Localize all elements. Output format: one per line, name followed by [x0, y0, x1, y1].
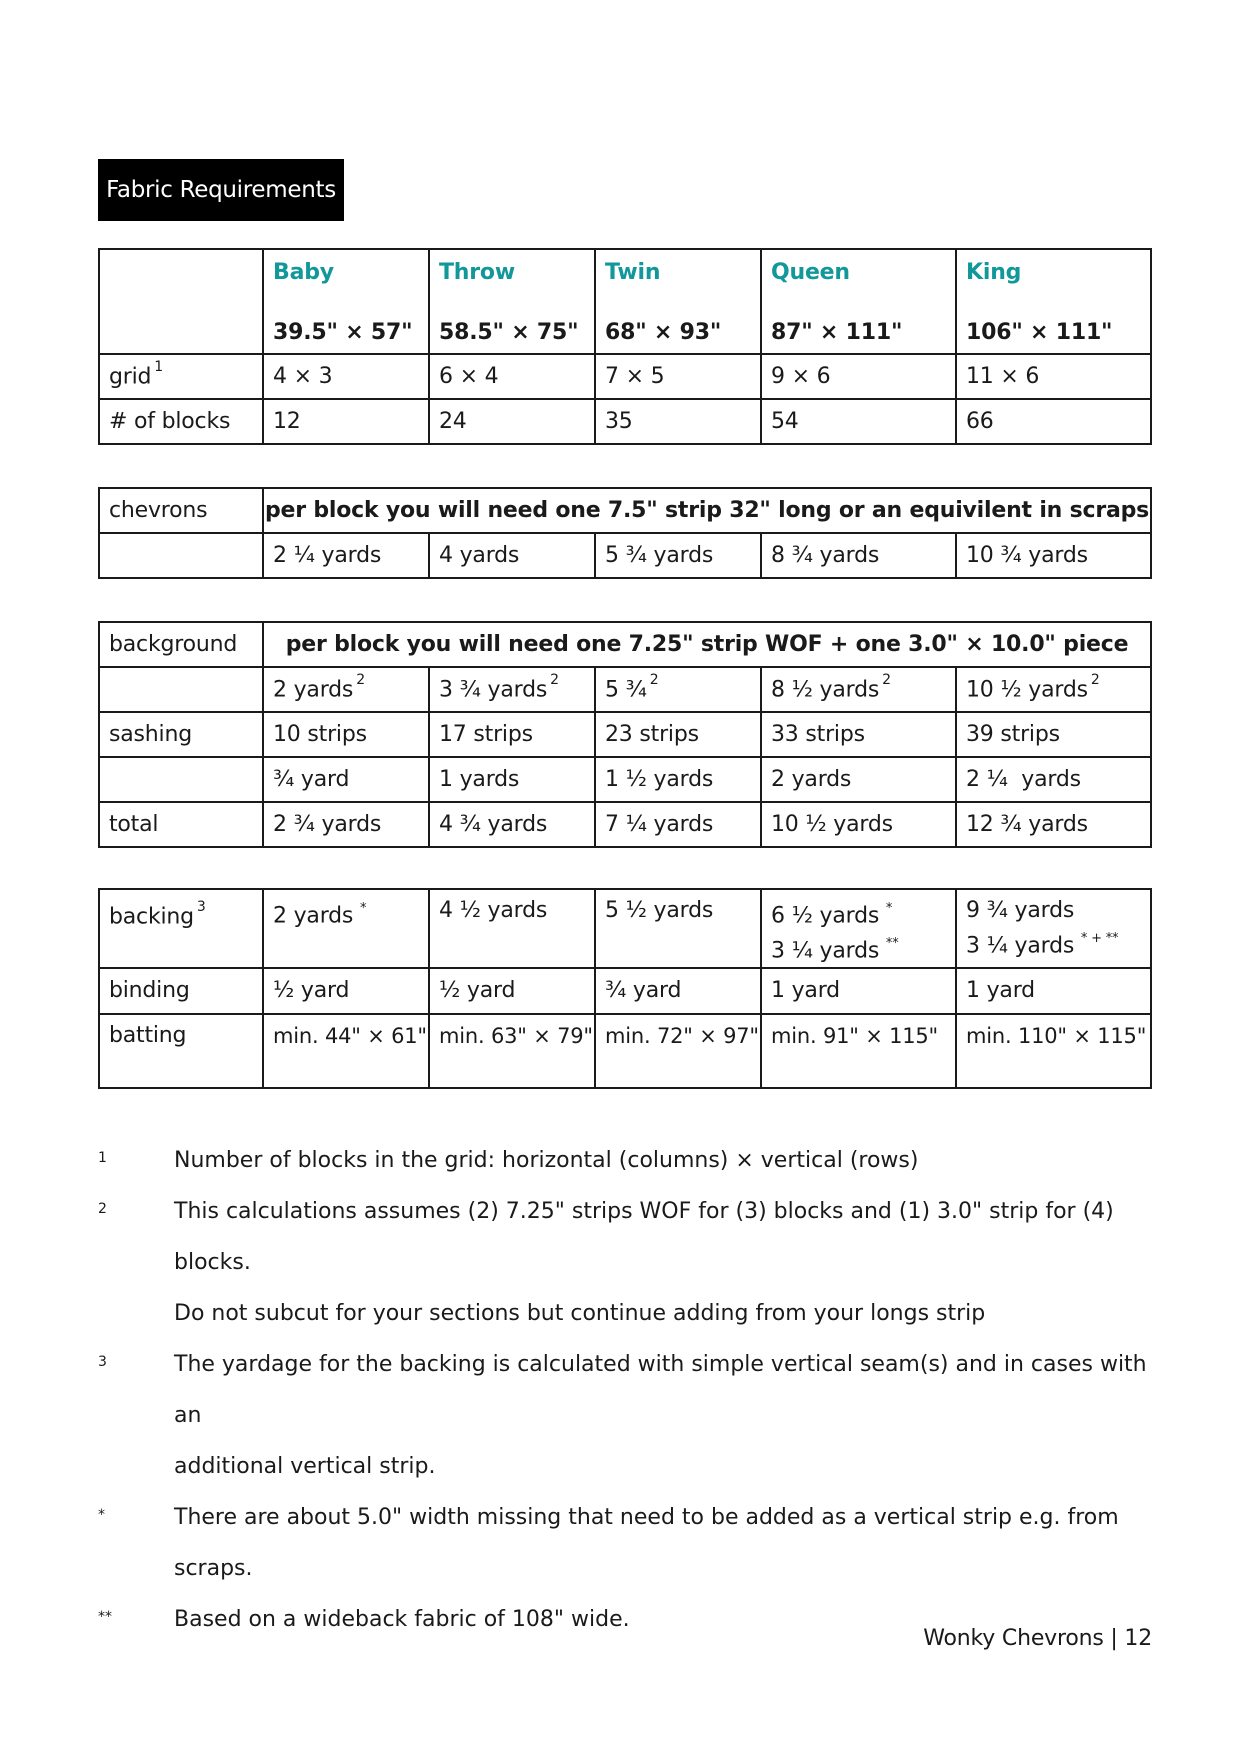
table-cell: 9 × 6 [761, 354, 956, 399]
table-cell: min. 63" × 79" [429, 1014, 595, 1088]
table-cell [956, 889, 1151, 968]
footnote-mark: ** [98, 1609, 112, 1625]
table-cell: 6 × 4 [429, 354, 595, 399]
finishing-table [98, 888, 1152, 1089]
table-cell: 4 × 3 [263, 354, 429, 399]
table-cell [956, 667, 1151, 712]
table-cell: 2 ¼ yards [956, 757, 1151, 802]
row-label: # of blocks [99, 399, 263, 444]
table-cell: 66 [956, 399, 1151, 444]
size-king [956, 249, 1151, 354]
row-label: sashing [99, 712, 263, 757]
size-name: Twin [605, 260, 661, 285]
table-cell: 4 ½ yards [429, 889, 595, 968]
blocks-row [99, 399, 1151, 444]
footnote [98, 1492, 1158, 1594]
size-dimensions: 87" × 111" [771, 320, 903, 345]
table-cell: 5 ¾ yards [595, 533, 761, 578]
table-cell: ½ yard [263, 968, 429, 1014]
table-cell: 1 yard [761, 968, 956, 1014]
row-label [99, 354, 263, 399]
size-baby [263, 249, 429, 354]
cell-text: 10 ½ yards [966, 677, 1088, 703]
chevrons-yardage-row [99, 533, 1151, 578]
footnote-mark: * [98, 1507, 105, 1523]
background-yardage-row [99, 667, 1151, 712]
table-cell: 54 [761, 399, 956, 444]
cell-text: 3 ¾ yards [439, 677, 548, 703]
table-cell: 23 strips [595, 712, 761, 757]
footnote-mark: 3 [196, 899, 206, 915]
footnote-mark: 2 [98, 1201, 107, 1217]
table-cell [761, 889, 956, 968]
size-name: King [966, 260, 1022, 285]
size-name: Throw [439, 260, 515, 285]
table-cell: ½ yard [429, 968, 595, 1014]
background-table [98, 621, 1152, 848]
footnote-mark: ** [885, 936, 899, 952]
background-note: per block you will need one 7.25" strip WOF + one 3.0" × 10.0" piece [263, 622, 1151, 667]
footnote-mark: 1 [98, 1150, 107, 1166]
table-cell: 4 yards [429, 533, 595, 578]
table-cell [429, 667, 595, 712]
size-header-row [99, 249, 1151, 354]
cell-text: 2 yards [273, 677, 354, 703]
cell-text: 2 yards [273, 903, 354, 929]
table-cell: 8 ¾ yards [761, 533, 956, 578]
table-cell [761, 667, 956, 712]
row-label: background [99, 622, 263, 667]
footnote-text: Do not subcut for your sections but continue adding from your longs strip [174, 1301, 986, 1326]
background-row [99, 622, 1151, 667]
footnote-mark: * [359, 901, 367, 916]
backing-row [99, 889, 1151, 968]
table-cell: 24 [429, 399, 595, 444]
grid-label: grid [109, 364, 152, 390]
binding-row [99, 968, 1151, 1014]
footnote-mark: 2 [882, 672, 891, 689]
row-label [99, 889, 263, 968]
cell-text: 6 ½ yards [771, 903, 880, 929]
size-throw [429, 249, 595, 354]
empty-cell [99, 533, 263, 578]
table-cell: 4 ¾ yards [429, 802, 595, 847]
size-dimensions: 39.5" × 57" [273, 320, 413, 345]
row-label: batting [99, 1014, 263, 1088]
table-cell: 1 yards [429, 757, 595, 802]
table-cell: 2 ¾ yards [263, 802, 429, 847]
table-cell: 2 ¼ yards [263, 533, 429, 578]
footnote-text: Number of blocks in the grid: horizontal (columns) × vertical (rows) [174, 1148, 919, 1173]
chevrons-table [98, 487, 1152, 579]
cell-text: 8 ½ yards [771, 677, 880, 703]
footnote-mark: * + ** [1080, 931, 1119, 946]
footnote-mark: 1 [154, 359, 164, 376]
table-cell: 7 × 5 [595, 354, 761, 399]
table-cell: ¾ yard [263, 757, 429, 802]
row-label: total [99, 802, 263, 847]
backing-label: backing [109, 904, 194, 930]
footnote-mark: 3 [98, 1354, 107, 1370]
empty-cell [99, 757, 263, 802]
cell-text: 5 ¾ [605, 677, 647, 703]
footnote [98, 1339, 1158, 1492]
table-cell: 2 yards [761, 757, 956, 802]
footnote-text: Based on a wideback fabric of 108" wide. [174, 1607, 630, 1632]
footnote-text: additional vertical strip. [174, 1454, 436, 1479]
table-cell: 1 yard [956, 968, 1151, 1014]
footnotes [98, 1135, 1158, 1645]
sashing-yardage-row [99, 757, 1151, 802]
chevrons-note: per block you will need one 7.5" strip 32" long or an equivilent in scraps [263, 488, 1151, 533]
empty-cell [99, 667, 263, 712]
table-cell: 12 [263, 399, 429, 444]
table-cell [263, 889, 429, 968]
table-cell: min. 72" × 97" [595, 1014, 761, 1088]
table-cell [263, 667, 429, 712]
table-cell: 1 ½ yards [595, 757, 761, 802]
footnote-mark: 2 [356, 672, 365, 689]
table-cell: 10 strips [263, 712, 429, 757]
batting-row [99, 1014, 1151, 1088]
size-name: Baby [273, 260, 334, 285]
table-cell: 17 strips [429, 712, 595, 757]
table-cell: 7 ¼ yards [595, 802, 761, 847]
table-cell: min. 44" × 61" [263, 1014, 429, 1088]
footnote [98, 1186, 1158, 1339]
sizes-table [98, 248, 1152, 445]
table-cell: 12 ¾ yards [956, 802, 1151, 847]
empty-cell [99, 249, 263, 354]
size-dimensions: 58.5" × 75" [439, 320, 579, 345]
table-cell: 11 × 6 [956, 354, 1151, 399]
footnote-mark: * [885, 901, 893, 916]
footnote-text: This calculations assumes (2) 7.25" strips WOF for (3) blocks and (1) 3.0" strip for (4) blocks. [174, 1199, 1114, 1275]
row-label: chevrons [99, 488, 263, 533]
chevrons-row [99, 488, 1151, 533]
size-name: Queen [771, 260, 850, 285]
page-footer: Wonky Chevrons | 12 [923, 1626, 1152, 1651]
size-queen [761, 249, 956, 354]
table-cell: 39 strips [956, 712, 1151, 757]
cell-text: 9 ¾ yards [966, 898, 1075, 923]
sashing-row [99, 712, 1151, 757]
cell-text: 3 ¼ yards [771, 938, 880, 964]
footnote [98, 1135, 1158, 1186]
cell-text: 3 ¼ yards [966, 933, 1075, 959]
table-cell: min. 91" × 115" [761, 1014, 956, 1088]
table-cell: 33 strips [761, 712, 956, 757]
grid-row [99, 354, 1151, 399]
footnote-text: The yardage for the backing is calculated with simple vertical seam(s) and in cases with an [174, 1352, 1147, 1428]
table-cell: 5 ½ yards [595, 889, 761, 968]
table-cell: 35 [595, 399, 761, 444]
size-twin [595, 249, 761, 354]
table-cell: 10 ¾ yards [956, 533, 1151, 578]
footnote-text: There are about 5.0" width missing that need to be added as a vertical strip e.g. from scraps. [174, 1505, 1119, 1581]
table-cell: min. 110" × 115" [956, 1014, 1151, 1088]
row-label: binding [99, 968, 263, 1014]
section-heading: Fabric Requirements [98, 159, 344, 221]
size-dimensions: 106" × 111" [966, 320, 1113, 345]
footnote-mark: 2 [649, 672, 659, 689]
total-row [99, 802, 1151, 847]
size-dimensions: 68" × 93" [605, 320, 722, 345]
footnote-mark: 2 [1090, 672, 1100, 689]
table-cell: 10 ½ yards [761, 802, 956, 847]
table-cell: ¾ yard [595, 968, 761, 1014]
footnote-mark: 2 [550, 672, 559, 689]
table-cell [595, 667, 761, 712]
